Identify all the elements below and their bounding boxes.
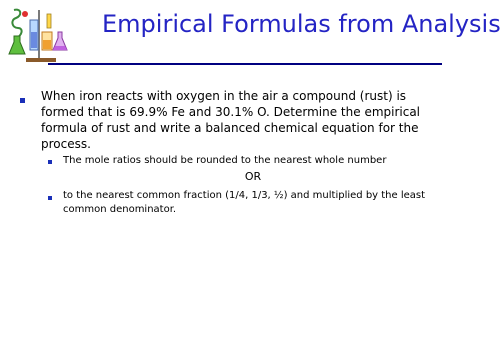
or-separator: OR [244,170,262,183]
chemistry-glassware-clipart-icon [8,6,70,66]
main-bullet-text: When iron reacts with oxygen in the air a compound (rust) is formed that is 69.9% Fe and 30.1% O. Determine the empirical formula of rust and write a balanced chemical equation for the process. [41,89,421,151]
sub-bullet-text: to the nearest common fraction (1/4, 1/3, ½) and multiplied by the least common denominator. [63,190,426,215]
bullet-marker [20,98,25,103]
slide-title: Empirical Formulas from Analysis [102,10,501,38]
sub-bullet-marker [48,196,52,200]
sub-bullet-text: The mole ratios should be rounded to the nearest whole number [63,155,387,166]
title-underline [48,63,442,65]
sub-bullet-marker [48,160,52,164]
